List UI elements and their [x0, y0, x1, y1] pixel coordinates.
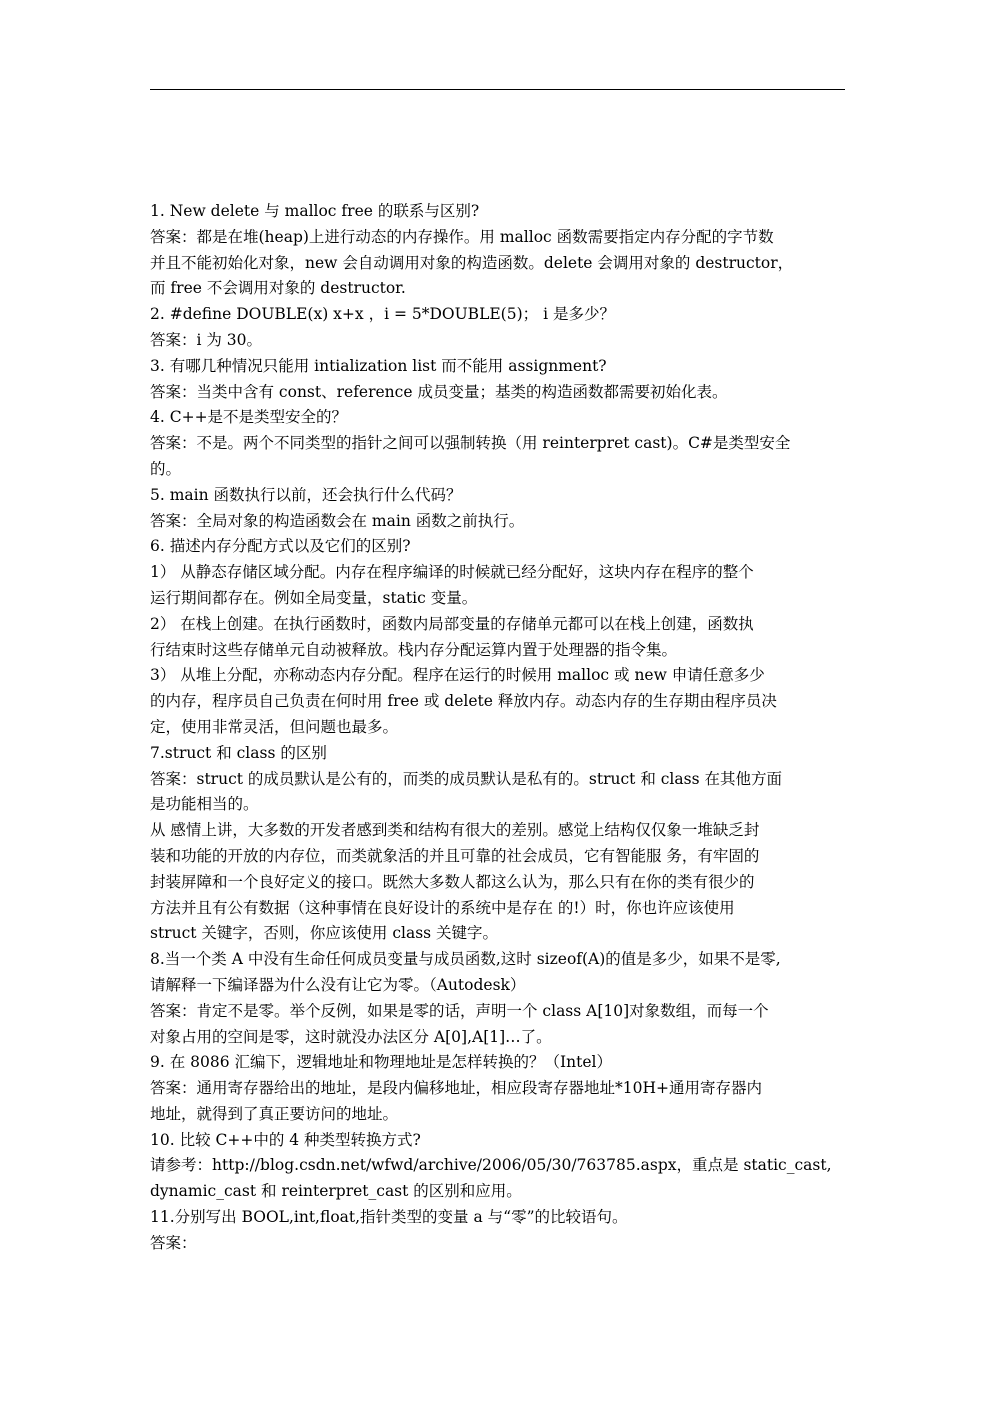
text-line: 对象占用的空间是零，这时就没办法区分 A[0],A[1]…了。: [150, 1027, 552, 1046]
text-line: 请参考：http://blog.csdn.net/wfwd/archive/2006/05/30/763785.aspx，重点是 static_cast,: [150, 1156, 832, 1175]
text-line: 地址，就得到了真正要访问的地址。: [150, 1104, 399, 1123]
text-line: 答案：不是。两个不同类型的指针之间可以强制转换（用 reinterpret cast)。C#是类型安全: [150, 434, 791, 453]
text-line: 1） 从静态存储区域分配。内存在程序编译的时候就已经分配好，这块内存在程序的整个: [150, 563, 754, 582]
document-body: [150, 199, 850, 1257]
header-rule: [150, 89, 845, 90]
text-line: 答案：通用寄存器给出的地址，是段内偏移地址，相应段寄存器地址*10H+通用寄存器内: [150, 1079, 762, 1098]
text-line: dynamic_cast 和 reinterpret_cast 的区别和应用。: [150, 1182, 522, 1201]
text-line: 并且不能初始化对象，new 会自动调用对象的构造函数。delete 会调用对象的 destructor，: [150, 253, 794, 272]
text-line: 请解释一下编译器为什么没有让它为零。（Autodesk）: [150, 975, 526, 994]
text-line: 9. 在 8086 汇编下，逻辑地址和物理地址是怎样转换的？（Intel）: [150, 1053, 612, 1072]
text-line: struct 关键字，否则，你应该使用 class 关键字。: [150, 924, 499, 943]
text-line: 运行期间都存在。例如全局变量，static 变量。: [150, 588, 478, 607]
text-line: 封装屏障和一个良好定义的接口。既然大多数人都这么认为，那么只有在你的类有很少的: [150, 872, 755, 891]
text-line: 行结束时这些存储单元自动被释放。栈内存分配运算内置于处理器的指令集。: [150, 640, 678, 659]
text-line: 1. New delete 与 malloc free 的联系与区别?: [150, 202, 480, 220]
text-line: 答案：都是在堆(heap)上进行动态的内存操作。用 malloc 函数需要指定内存分配的字节数: [150, 227, 774, 246]
text-line: 4. C++是不是类型安全的？: [150, 408, 348, 427]
text-line: 的。: [150, 459, 182, 478]
text-line: 3） 从堆上分配，亦称动态内存分配。程序在运行的时候用 malloc 或 new 申请任意多少: [150, 666, 765, 685]
text-line: 而 free 不会调用对象的 destructor.: [150, 279, 406, 298]
text-line: 2） 在栈上创建。在执行函数时，函数内局部变量的存储单元都可以在栈上创建，函数执: [150, 614, 754, 633]
text-line: 答案：: [150, 1233, 197, 1252]
text-line: 从 感情上讲，大多数的开发者感到类和结构有很大的差别。感觉上结构仅仅象一堆缺乏封: [150, 821, 760, 840]
text-line: 答案：肯定不是零。举个反例，如果是零的话，声明一个 class A[10]对象数组，而每一个: [150, 1001, 769, 1020]
text-line: 的内存，程序员自己负责在何时用 free 或 delete 释放内存。动态内存的生存期由程序员决: [150, 692, 777, 711]
text-line: 答案：当类中含有 const、reference 成员变量；基类的构造函数都需要初始化表。: [150, 382, 728, 401]
text-line: 定，使用非常灵活，但问题也最多。: [150, 717, 399, 736]
text-line: 装和功能的开放的内存位，而类就象活的并且可靠的社会成员，它有智能服 务，有牢固的: [150, 846, 760, 865]
text-line: 方法并且有公有数据（这种事情在良好设计的系统中是存在 的!）时，你也许应该使用: [150, 898, 735, 917]
text-line: 3. 有哪几种情况只能用 intialization list 而不能用 assignment?: [150, 356, 607, 375]
text-line: 答案：全局对象的构造函数会在 main 函数之前执行。: [150, 511, 525, 530]
text-line: 10. 比较 C++中的 4 种类型转换方式?: [150, 1130, 421, 1149]
text-line: 11.分别写出 BOOL,int,float,指针类型的变量 a 与“零”的比较语句。: [150, 1208, 628, 1227]
text-line: 8.当一个类 A 中没有生命任何成员变量与成员函数,这时 sizeof(A)的值是多少，如果不是零,: [150, 950, 781, 969]
text-line: 答案：struct 的成员默认是公有的，而类的成员默认是私有的。struct 和 class 在其他方面: [150, 769, 782, 788]
text-line: 5. main 函数执行以前，还会执行什么代码？: [150, 485, 462, 504]
text-line: 7.struct 和 class 的区别: [150, 743, 327, 762]
text-line: 答案：i 为 30。: [150, 330, 263, 349]
text-line: 6. 描述内存分配方式以及它们的区别?: [150, 537, 411, 556]
text-line: 2. #define DOUBLE(x) x+x ，i = 5*DOUBLE(5)； i 是多少？: [150, 305, 615, 324]
text-line: 是功能相当的。: [150, 795, 259, 814]
